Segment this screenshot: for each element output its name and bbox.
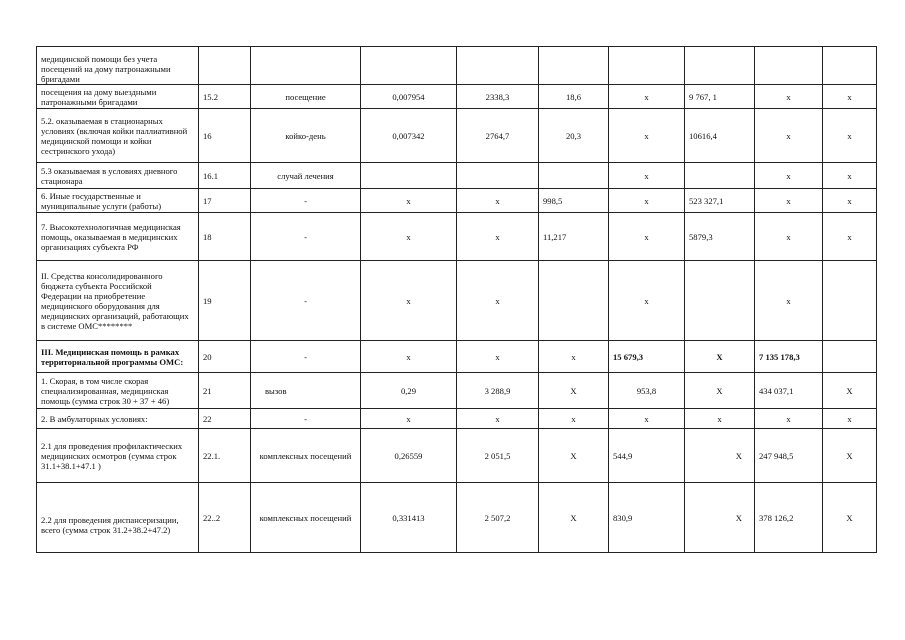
row-label: 5.3 оказываемая в условиях дневного стационара <box>37 163 199 189</box>
table-row <box>37 109 877 163</box>
cell <box>685 261 755 341</box>
table-row <box>37 189 877 213</box>
cell <box>457 163 539 189</box>
unit: - <box>251 189 361 213</box>
cell: 247 948,5 <box>755 429 823 483</box>
row-number: 16 <box>199 109 251 163</box>
cell: х <box>361 341 457 373</box>
cell: х <box>361 409 457 429</box>
cell: х <box>823 213 877 261</box>
cell: 0,007342 <box>361 109 457 163</box>
table-row <box>37 47 877 85</box>
cell: 0,29 <box>361 373 457 409</box>
cell: 18,6 <box>539 85 609 109</box>
cell: 2764,7 <box>457 109 539 163</box>
cell: 10616,4 <box>685 109 755 163</box>
cell: х <box>609 163 685 189</box>
cell: х <box>609 261 685 341</box>
row-label: III. Медицинская помощь в рамках территориальной программы ОМС: <box>37 341 199 373</box>
row-label: 2.2 для проведения диспансеризации, всего (сумма строк 31.2+38.2+47.2) <box>37 483 199 553</box>
cell <box>823 341 877 373</box>
cell: х <box>685 409 755 429</box>
cell: Х <box>539 373 609 409</box>
cell: х <box>457 189 539 213</box>
cell: Х <box>539 429 609 483</box>
unit: - <box>251 409 361 429</box>
cell: х <box>457 261 539 341</box>
cell: 523 327,1 <box>685 189 755 213</box>
cell: 0,26559 <box>361 429 457 483</box>
cell: х <box>755 261 823 341</box>
cell: х <box>361 189 457 213</box>
cell: Х <box>685 429 755 483</box>
unit: случай лечения <box>251 163 361 189</box>
cell: 20,3 <box>539 109 609 163</box>
cell: х <box>361 213 457 261</box>
cell: 830,9 <box>609 483 685 553</box>
cell: Х <box>685 341 755 373</box>
cell: 11,217 <box>539 213 609 261</box>
row-number: 18 <box>199 213 251 261</box>
cell: 998,5 <box>539 189 609 213</box>
cell: 15 679,3 <box>609 341 685 373</box>
cell: х <box>755 189 823 213</box>
row-number: 16.1 <box>199 163 251 189</box>
cell: Х <box>539 483 609 553</box>
cell: 2 507,2 <box>457 483 539 553</box>
row-label: 1. Скорая, в том числе скорая специализированная, медицинская помощь (сумма строк 30 + 37 + 46) <box>37 373 199 409</box>
row-number: 20 <box>199 341 251 373</box>
cell: 544,9 <box>609 429 685 483</box>
table-row <box>37 409 877 429</box>
unit: комплексных посещений <box>251 483 361 553</box>
row-label: 2.1 для проведения профилактических медицинских осмотров (сумма строк 31.1+38.1+47.1 ) <box>37 429 199 483</box>
row-label: 5.2. оказываемая в стационарных условиях (включая койки паллиативной медицинской помощи и койки сестринского ухода) <box>37 109 199 163</box>
cell: 378 126,2 <box>755 483 823 553</box>
row-label: 6. Иные государственные и муниципальные услуги (работы) <box>37 189 199 213</box>
table-row <box>37 341 877 373</box>
row-number: 22..2 <box>199 483 251 553</box>
unit: вызов <box>251 373 361 409</box>
cell: Х <box>685 483 755 553</box>
data-table <box>36 46 877 553</box>
row-label: медицинской помощи без учета посещений на дому патронажными бригадами <box>37 47 199 85</box>
row-label: 2. В амбулаторных условиях: <box>37 409 199 429</box>
cell: Х <box>823 483 877 553</box>
cell <box>685 163 755 189</box>
cell: х <box>539 341 609 373</box>
cell: 0,007954 <box>361 85 457 109</box>
cell: х <box>457 213 539 261</box>
cell: х <box>457 409 539 429</box>
unit: - <box>251 261 361 341</box>
cell: 0,331413 <box>361 483 457 553</box>
row-number: 22 <box>199 409 251 429</box>
cell: х <box>823 85 877 109</box>
cell: х <box>755 409 823 429</box>
table-row <box>37 483 877 553</box>
row-label: II. Средства консолидированного бюджета субъекта Российской Федерации на приобретение медицинского оборудования для медицинских организаций, работающих в системе ОМС******** <box>37 261 199 341</box>
cell: 434 037,1 <box>755 373 823 409</box>
unit: койко-день <box>251 109 361 163</box>
row-number: 21 <box>199 373 251 409</box>
row-label: 7. Высокотехнологичная медицинская помощь, оказываемая в медицинских организациях субъекта РФ <box>37 213 199 261</box>
cell: 7 135 178,3 <box>755 341 823 373</box>
cell: х <box>457 341 539 373</box>
table-row <box>37 373 877 409</box>
cell: х <box>609 213 685 261</box>
cell: х <box>823 409 877 429</box>
cell: х <box>823 109 877 163</box>
cell: х <box>823 189 877 213</box>
table-row <box>37 163 877 189</box>
cell: 3 288,9 <box>457 373 539 409</box>
cell: х <box>755 163 823 189</box>
cell: х <box>755 85 823 109</box>
cell: х <box>823 163 877 189</box>
unit: комплексных посещений <box>251 429 361 483</box>
cell <box>361 163 457 189</box>
cell: х <box>755 109 823 163</box>
cell: х <box>361 261 457 341</box>
cell: 2 051,5 <box>457 429 539 483</box>
unit: - <box>251 341 361 373</box>
row-number: 19 <box>199 261 251 341</box>
table-row <box>37 429 877 483</box>
row-number: 17 <box>199 189 251 213</box>
cell: х <box>609 109 685 163</box>
cell: 953,8 <box>609 373 685 409</box>
cell: 9 767, 1 <box>685 85 755 109</box>
table-row <box>37 85 877 109</box>
unit: - <box>251 213 361 261</box>
cell: х <box>609 85 685 109</box>
cell: х <box>609 189 685 213</box>
cell: Х <box>823 429 877 483</box>
unit: посещение <box>251 85 361 109</box>
table-row <box>37 213 877 261</box>
cell: 5879,3 <box>685 213 755 261</box>
cell: х <box>609 409 685 429</box>
cell <box>539 261 609 341</box>
cell: Х <box>823 373 877 409</box>
cell <box>823 261 877 341</box>
cell: Х <box>685 373 755 409</box>
row-label: посещения на дому выездными патронажными бригадами <box>37 85 199 109</box>
cell: 2338,3 <box>457 85 539 109</box>
cell: х <box>539 409 609 429</box>
table-row <box>37 261 877 341</box>
row-number: 15.2 <box>199 85 251 109</box>
cell <box>539 163 609 189</box>
cell: х <box>755 213 823 261</box>
row-number: 22.1. <box>199 429 251 483</box>
